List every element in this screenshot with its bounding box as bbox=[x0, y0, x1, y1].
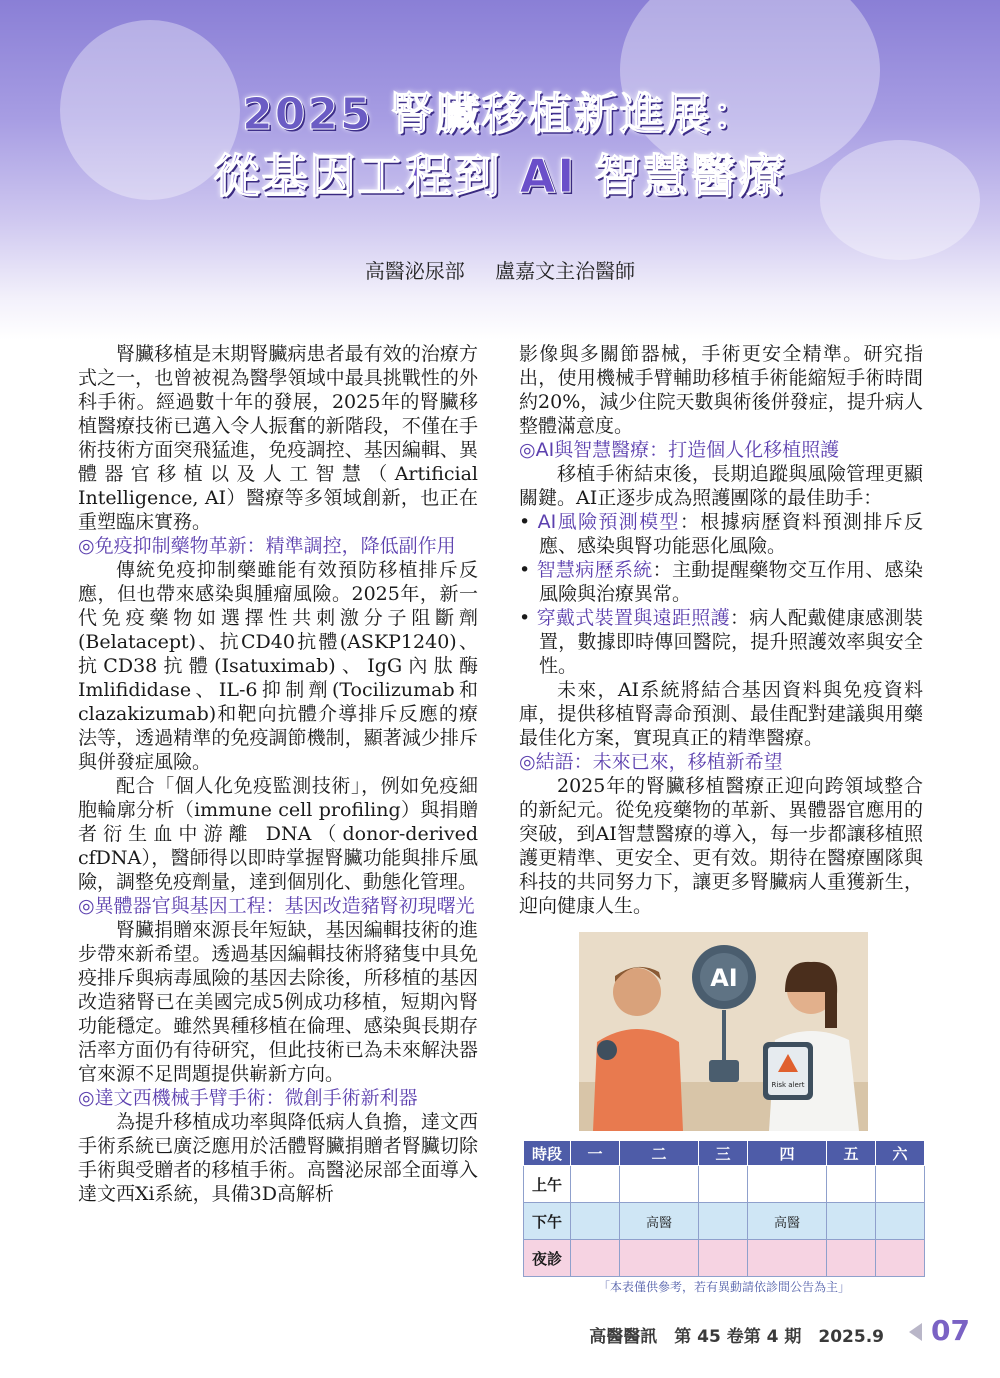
table-cell: 高醫 bbox=[620, 1203, 699, 1240]
table-header-day: 五 bbox=[826, 1141, 875, 1166]
table-cell bbox=[698, 1240, 747, 1277]
ai-bullet-list bbox=[519, 510, 923, 678]
section-heading: ◎AI與智慧醫療：打造個人化移植照護 bbox=[519, 439, 840, 461]
title-line2: 從基因工程到 AI 智慧醫療 bbox=[213, 149, 787, 203]
department: 高醫泌尿部 bbox=[364, 259, 465, 283]
table-row-night bbox=[524, 1240, 925, 1277]
table-header-day: 三 bbox=[698, 1141, 747, 1166]
table-cell: 高醫 bbox=[747, 1203, 826, 1240]
publication-info: 高醫醫訊 第 45 卷第 4 期 2025.9 bbox=[589, 1327, 884, 1347]
intro-paragraph: 腎臟移植是末期腎臟病患者最有效的治療方式之一，也曾被視為醫學領域中最具挑戰性的外科手術。經過數十年的發展，2025年的腎臟移植醫療技術已邁入令人振奮的新階段，不僅在手術技術方面突飛猛進，免疫調控、基因編輯、異體器官移植以及人工智慧（Artificial Intelligence, AI）醫療等多領域創新，也正在重塑臨床實務。 bbox=[78, 343, 478, 533]
author: 盧嘉文主治醫師 bbox=[495, 259, 636, 283]
table-cell bbox=[747, 1240, 826, 1277]
table-cell bbox=[571, 1240, 620, 1277]
row-label: 上午 bbox=[524, 1166, 571, 1203]
table-header-day: 六 bbox=[875, 1141, 924, 1166]
table-header-day: 四 bbox=[747, 1141, 826, 1166]
row-label: 夜診 bbox=[524, 1240, 571, 1277]
section-heading: ◎免疫抑制藥物革新：精準調控，降低副作用 bbox=[78, 535, 456, 557]
list-item: • AI風險預測模型：根據病歷資料預測排斥反應、感染與腎功能惡化風險。 bbox=[519, 511, 923, 557]
ai-icon-label: AI bbox=[710, 964, 738, 992]
clinic-schedule-table bbox=[523, 1140, 925, 1277]
paragraph: 為提升移植成功率與降低病人負擔，達文西手術系統已廣泛應用於活體腎臟捐贈者腎臟切除手術與受贈者的移植手術。高醫泌尿部全面導入達文西Xi系統，具備3D高解析 bbox=[78, 1111, 478, 1205]
table-row-afternoon bbox=[524, 1203, 925, 1240]
list-item: • 穿戴式裝置與遠距照護：病人配戴健康感測裝置，數據即時傳回醫院，提升照護效率與安全性。 bbox=[519, 607, 923, 677]
paragraph: 未來，AI系統將結合基因資料與免疫資料庫，提供移植腎壽命預測、最佳配對建議與用藥最佳化方案，實現真正的精準醫療。 bbox=[519, 679, 923, 749]
table-cell bbox=[620, 1240, 699, 1277]
paragraph: 配合「個人化免疫監測技術」，例如免疫細胞輪廓分析（immune cell profiling）與捐贈者衍生血中游離 DNA（donor-derived cfDNA），醫師得以即時掌握腎臟功能與排斥風險，調整免疫劑量，達到個別化、動態化管理。 bbox=[78, 775, 478, 893]
table-header-day: 二 bbox=[620, 1141, 699, 1166]
table-cell bbox=[826, 1240, 875, 1277]
left-column bbox=[78, 342, 478, 1206]
table-cell bbox=[620, 1166, 699, 1203]
paragraph: 影像與多關節器械，手術更安全精準。研究指出，使用機械手臂輔助移植手術能縮短手術時間約20%，減少住院天數與術後併發症，提升病人整體滿意度。 bbox=[519, 343, 923, 437]
table-header-day: 一 bbox=[571, 1141, 620, 1166]
illustration-patient-doctor bbox=[579, 932, 868, 1131]
table-cell bbox=[875, 1203, 924, 1240]
triangle-left-icon bbox=[909, 1323, 922, 1341]
table-cell bbox=[747, 1166, 826, 1203]
list-item: • 智慧病歷系統：主動提醒藥物交互作用、感染風險與治療異常。 bbox=[519, 559, 923, 605]
section-heading: ◎達文西機械手臂手術：微創手術新利器 bbox=[78, 1087, 418, 1109]
byline bbox=[0, 255, 1000, 284]
tablet-text: Risk alert bbox=[771, 1081, 805, 1089]
table-cell bbox=[826, 1166, 875, 1203]
table-cell bbox=[698, 1166, 747, 1203]
table-cell bbox=[571, 1166, 620, 1203]
title-line1: 2025 腎臟移植新進展： bbox=[242, 89, 758, 140]
table-row-morning bbox=[524, 1166, 925, 1203]
section-heading: ◎異體器官與基因工程：基因改造豬腎初現曙光 bbox=[78, 895, 475, 917]
page-number: 07 bbox=[931, 1314, 970, 1347]
paragraph: 傳統免疫抑制藥雖能有效預防移植排斥反應，但也帶來感染與腫瘤風險。2025年，新一代免疫藥物如選擇性共刺激分子阻斷劑(Belatacept)、抗CD40抗體(ASKP1240)、抗CD38抗體(Isatuximab)、IgG內肽酶Imlifididase、IL-6抑制劑(Tocilizumab和clazakizumab)和靶向抗體介導排斥反應的療法等，透過精準的免疫調節機制，顯著減少排斥與併發症風險。 bbox=[78, 559, 478, 773]
table-cell bbox=[875, 1166, 924, 1203]
paragraph: 腎臟捐贈來源長年短缺，基因編輯技術的進步帶來新希望。透過基因編輯技術將豬隻中具免疫排斥與病毒風險的基因去除後，所移植的基因改造豬腎已在美國完成5例成功移植，短期內腎功能穩定。雖然異種移植在倫理、感染與長期存活率方面仍有待研究，但此技術已為未來解決器官來源不足問題提供嶄新方向。 bbox=[78, 919, 478, 1085]
table-cell bbox=[571, 1203, 620, 1240]
table-cell bbox=[826, 1203, 875, 1240]
paragraph: 移植手術結束後，長期追蹤與風險管理更顯關鍵。AI正逐步成為照護團隊的最佳助手： bbox=[519, 463, 923, 509]
table-header-corner: 時段 bbox=[524, 1141, 571, 1166]
row-label: 下午 bbox=[524, 1203, 571, 1240]
table-cell bbox=[875, 1240, 924, 1277]
paragraph: 2025年的腎臟移植醫療正迎向跨領域整合的新紀元。從免疫藥物的革新、異體器官應用的突破，到AI智慧醫療的導入，每一步都讓移植照護更精準、更安全、更有效。期待在醫療團隊與科技的共同努力下，讓更多腎臟病人重獲新生，迎向健康人生。 bbox=[519, 775, 923, 917]
table-cell bbox=[698, 1203, 747, 1240]
section-heading: ◎結語：未來已來，移植新希望 bbox=[519, 751, 783, 773]
schedule-note: 「本表僅供參考，若有異動請依診間公告為主」 bbox=[597, 1280, 850, 1294]
right-column bbox=[519, 342, 923, 918]
